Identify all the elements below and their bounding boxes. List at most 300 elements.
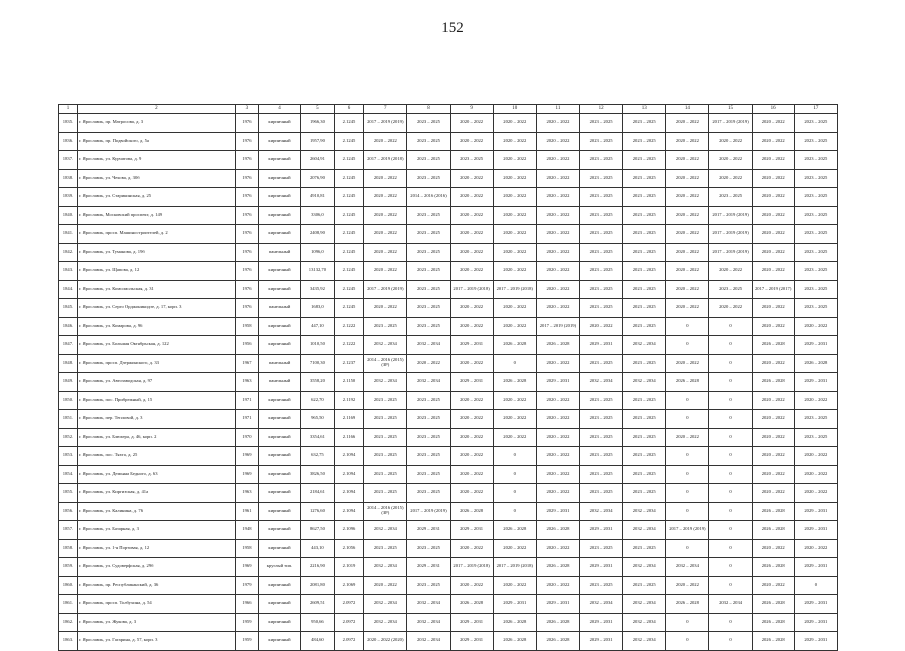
table-cell: 443,10 (301, 539, 335, 558)
table-cell: 2032 – 2034 (580, 502, 623, 521)
table-cell: 2023 – 2025 (794, 132, 837, 151)
table-cell: 2.1245 (334, 206, 363, 225)
table-cell: 2017 – 2019 (2018) (493, 558, 536, 577)
table-cell: 2032 – 2034 (580, 595, 623, 614)
table-row (59, 225, 838, 244)
row-number-cell: 1845. (59, 299, 78, 318)
table-cell: 0 (709, 521, 752, 540)
table-cell: 2017 – 2019 (2017) (752, 280, 794, 299)
table-cell: 950,66 (301, 613, 335, 632)
table-cell: 2026 – 2028 (450, 595, 493, 614)
table-cell: 2029 – 2031 (536, 373, 579, 392)
table-cell: 2023 – 2025 (794, 428, 837, 447)
table-cell: 2023 – 2025 (450, 151, 493, 170)
table-row (59, 576, 838, 595)
address-cell: г. Ярославль, ул. Базарная, д. 3 (77, 521, 235, 540)
table-row (59, 391, 838, 410)
table-cell: 2029 – 2031 (450, 373, 493, 392)
table-cell: 2.0972 (334, 632, 363, 651)
address-cell: г. Ярославль, Московский проспект, д. 149 (77, 206, 235, 225)
table-cell: 2020 – 2022 (794, 465, 837, 484)
table-cell: 2020 – 2022 (536, 243, 579, 262)
column-number-cell: 14 (666, 105, 709, 114)
table-cell: 1958 (235, 539, 258, 558)
table-cell: 2032 – 2034 (623, 595, 666, 614)
table-cell: 2023 – 2025 (407, 114, 450, 133)
table-cell: 2023 – 2025 (364, 428, 407, 447)
table-body (59, 105, 838, 651)
table-cell: 2020 – 2022 (666, 132, 709, 151)
table-cell: 2029 – 2031 (580, 632, 623, 651)
table-cell: 1971 (235, 410, 258, 429)
table-cell: 2020 – 2022 (536, 206, 579, 225)
table-cell: 2032 – 2034 (623, 613, 666, 632)
table-cell: кирпичный (258, 539, 300, 558)
table-cell: 2020 – 2022 (364, 206, 407, 225)
table-cell: 1976 (235, 280, 258, 299)
table-cell: 1948 (235, 521, 258, 540)
table-cell: 2023 – 2025 (709, 188, 752, 207)
table-cell: 2023 – 2025 (407, 262, 450, 281)
table-cell: 0 (666, 502, 709, 521)
table-cell: 2023 – 2025 (623, 114, 666, 133)
table-cell: 2023 – 2025 (580, 243, 623, 262)
row-number-cell: 1862. (59, 613, 78, 632)
table-row (59, 632, 838, 651)
table-cell: 2029 – 2031 (407, 558, 450, 577)
table-cell: 2081,80 (301, 576, 335, 595)
table-cell: 2023 – 2025 (364, 484, 407, 503)
table-cell: 2029 – 2031 (794, 595, 837, 614)
table-cell: 484,60 (301, 632, 335, 651)
table-cell: 2020 – 2022 (536, 188, 579, 207)
row-number-cell: 1844. (59, 280, 78, 299)
address-cell: г. Ярославль, ул. Судоверфская, д. 29б (77, 558, 235, 577)
table-cell: 2.1245 (334, 169, 363, 188)
table-cell: 1956 (235, 336, 258, 355)
table-cell: 2017 – 2019 (2018) (493, 280, 536, 299)
table-cell: 2023 – 2025 (623, 280, 666, 299)
address-cell: г. Ярославль, просп. Машиностроителей, д. 2 (77, 225, 235, 244)
table-cell: 2020 – 2022 (493, 317, 536, 336)
table-cell: 2020 – 2022 (493, 299, 536, 318)
column-number-cell: 4 (258, 105, 300, 114)
table-cell: 2.1096 (334, 521, 363, 540)
table-cell: 2023 – 2025 (407, 151, 450, 170)
table-cell: кирпичный (258, 132, 300, 151)
table-cell: 2023 – 2025 (623, 484, 666, 503)
table-cell: 2020 – 2022 (536, 354, 579, 373)
table-cell: 1976 (235, 169, 258, 188)
table-cell: 2020 – 2022 (752, 484, 794, 503)
address-cell: г. Ярославль, ул. Демьяна Бедного, д. 63 (77, 465, 235, 484)
table-cell: кирпичный (258, 114, 300, 133)
table-cell: 3435,92 (301, 280, 335, 299)
table-cell: 7100,30 (301, 354, 335, 373)
table-cell: 2023 – 2025 (407, 132, 450, 151)
table-cell: 2020 – 2022 (666, 188, 709, 207)
table-cell: 1969 (235, 465, 258, 484)
table-cell: 2020 – 2022 (450, 447, 493, 466)
table-row (59, 262, 838, 281)
table-row (59, 428, 838, 447)
table-cell: 2029 – 2031 (794, 613, 837, 632)
table-cell: 2020 – 2022 (364, 576, 407, 595)
table-cell: 2023 – 2025 (580, 262, 623, 281)
table-row (59, 169, 838, 188)
table-cell: 2.1245 (334, 114, 363, 133)
table-cell: 2023 – 2025 (580, 151, 623, 170)
table-cell: 2020 – 2022 (450, 262, 493, 281)
table-cell: 2020 – 2022 (666, 243, 709, 262)
table-cell: кирпичный (258, 206, 300, 225)
table-cell: 2026 – 2028 (493, 373, 536, 392)
table-cell: 2026 – 2028 (752, 336, 794, 355)
address-cell: г. Ярославль, пос. Тяхта, д. 25 (77, 447, 235, 466)
table-cell: 965,50 (301, 410, 335, 429)
table-cell: 2020 – 2022 (752, 188, 794, 207)
table-cell: 2216,90 (301, 558, 335, 577)
row-number-cell: 1850. (59, 391, 78, 410)
table-cell: 2023 – 2025 (580, 576, 623, 595)
table-cell: панельный (258, 373, 300, 392)
table-cell: 2023 – 2025 (623, 354, 666, 373)
table-cell: 2029 – 2031 (794, 558, 837, 577)
table-cell: кирпичный (258, 613, 300, 632)
table-cell: 2020 – 2022 (493, 169, 536, 188)
table-cell: 2026 – 2028 (752, 558, 794, 577)
table-cell: 2029 – 2031 (794, 502, 837, 521)
table-cell: 1967 (235, 354, 258, 373)
table-cell: 2029 – 2031 (450, 613, 493, 632)
table-cell: 2026 – 2028 (752, 613, 794, 632)
table-cell: 1958 (235, 317, 258, 336)
table-row (59, 299, 838, 318)
table-cell: 1959 (235, 613, 258, 632)
table-cell: 2026 – 2028 (493, 336, 536, 355)
table-cell: 2020 – 2022 (666, 225, 709, 244)
table-cell: 1976 (235, 225, 258, 244)
table-cell: 2029 – 2031 (794, 632, 837, 651)
table-cell: 2020 – 2022 (536, 262, 579, 281)
table-cell: 2032 – 2034 (623, 373, 666, 392)
table-cell: 2023 – 2025 (580, 114, 623, 133)
table-cell: 2020 – 2022 (794, 391, 837, 410)
table-cell: кирпичный (258, 632, 300, 651)
table-cell: 2029 – 2031 (580, 558, 623, 577)
table-cell: 0 (794, 576, 837, 595)
table-cell: 2026 – 2028 (493, 632, 536, 651)
table-cell: 2017 – 2019 (2019) (709, 206, 752, 225)
table-cell: 2023 – 2025 (580, 391, 623, 410)
row-number-cell: 1839. (59, 188, 78, 207)
table-cell: 0 (666, 336, 709, 355)
column-number-cell: 3 (235, 105, 258, 114)
table-cell: 2020 – 2022 (493, 262, 536, 281)
table-cell: 2.1056 (334, 539, 363, 558)
table-cell: 3354,61 (301, 428, 335, 447)
table-cell: 1966,30 (301, 114, 335, 133)
table-cell: 2026 – 2028 (536, 613, 579, 632)
column-number-cell: 6 (334, 105, 363, 114)
table-cell: 2020 – 2022 (752, 465, 794, 484)
table-cell: 2020 – 2022 (450, 484, 493, 503)
table-cell: 1959 (235, 632, 258, 651)
table-cell: 2017 – 2019 (2018) (450, 280, 493, 299)
table-cell: 2023 – 2025 (364, 539, 407, 558)
table-cell: 2023 – 2025 (623, 447, 666, 466)
table-cell: 2032 – 2034 (407, 613, 450, 632)
table-cell: кирпичный (258, 484, 300, 503)
table-cell: 0 (709, 428, 752, 447)
table-cell: 0 (666, 465, 709, 484)
table-cell: 2032 – 2034 (709, 595, 752, 614)
table-cell: 2020 – 2022 (752, 428, 794, 447)
table-cell: 2020 – 2022 (536, 299, 579, 318)
table-cell: 2020 – 2022 (450, 114, 493, 133)
table-cell: 2020 – 2022 (493, 539, 536, 558)
table-cell: 2023 – 2025 (623, 299, 666, 318)
row-number-cell: 1859. (59, 558, 78, 577)
table-cell: 2023 – 2025 (407, 410, 450, 429)
row-number-cell: 1852. (59, 428, 78, 447)
table-cell: 2020 – 2022 (666, 280, 709, 299)
row-number-cell: 1838. (59, 169, 78, 188)
column-number-cell: 17 (794, 105, 837, 114)
table-cell: 2609,51 (301, 595, 335, 614)
table-cell: 2029 – 2031 (407, 521, 450, 540)
table-cell: 2026 – 2028 (752, 595, 794, 614)
row-number-cell: 1842. (59, 243, 78, 262)
address-cell: г. Ярославль, просп. Толбухина, д. 54 (77, 595, 235, 614)
table-cell: 1976 (235, 299, 258, 318)
table-cell: 2023 – 2025 (580, 206, 623, 225)
table-cell: 2020 – 2022 (493, 225, 536, 244)
table-cell: 2023 – 2025 (623, 576, 666, 595)
address-cell: г. Ярославль, ул. 1-я Портовая, д. 12 (77, 539, 235, 558)
table-cell: 2023 – 2025 (794, 262, 837, 281)
row-number-cell: 1858. (59, 539, 78, 558)
table-row (59, 410, 838, 429)
table-cell: 2.1222 (334, 336, 363, 355)
table-cell: 2023 – 2025 (794, 410, 837, 429)
table-cell: 2026 – 2028 (493, 613, 536, 632)
table-cell: 2026 – 2028 (536, 521, 579, 540)
table-cell: кирпичный (258, 595, 300, 614)
table-cell: 0 (493, 502, 536, 521)
table-cell: 1957,90 (301, 132, 335, 151)
table-cell: 2029 – 2031 (536, 595, 579, 614)
address-cell: г. Ярославль, ул. Калинина, д. 76 (77, 502, 235, 521)
table-cell: 2023 – 2025 (794, 151, 837, 170)
table-cell: 2.1192 (334, 391, 363, 410)
table-cell: 3306,0 (301, 206, 335, 225)
table-cell: кирпичный (258, 336, 300, 355)
table-cell: 2023 – 2025 (623, 262, 666, 281)
table-row (59, 336, 838, 355)
table-cell: 2.1222 (334, 317, 363, 336)
table-cell: 0 (709, 502, 752, 521)
table-cell: 2020 – 2022 (709, 169, 752, 188)
table-cell: 2029 – 2031 (580, 336, 623, 355)
table-row (59, 280, 838, 299)
table-cell: 2020 – 2022 (493, 132, 536, 151)
row-number-cell: 1851. (59, 410, 78, 429)
address-cell: г. Ярославль, ул. Комарова, д. 96 (77, 317, 235, 336)
table-cell: 2026 – 2028 (752, 632, 794, 651)
table-cell: 2023 – 2025 (794, 280, 837, 299)
table-cell: 2020 – 2022 (493, 188, 536, 207)
table-cell: кирпичный (258, 262, 300, 281)
row-number-cell: 1854. (59, 465, 78, 484)
table-cell: 2023 – 2025 (407, 225, 450, 244)
column-number-cell: 8 (407, 105, 450, 114)
table-cell: 2032 – 2034 (623, 502, 666, 521)
table-row (59, 595, 838, 614)
table-cell: 2029 – 2031 (580, 521, 623, 540)
table-cell: 2020 – 2022 (493, 428, 536, 447)
table-cell: 2020 – 2022 (709, 132, 752, 151)
address-cell: г. Ярославль, ул. Жукова, д. 3 (77, 613, 235, 632)
column-number-cell: 2 (77, 105, 235, 114)
table-cell: 2029 – 2031 (580, 613, 623, 632)
table-cell: 2023 – 2025 (623, 169, 666, 188)
table-cell: 2023 – 2025 (794, 206, 837, 225)
table-cell: 2020 – 2022 (794, 447, 837, 466)
table-cell: 2023 – 2025 (794, 188, 837, 207)
table-cell: 2020 – 2022 (493, 243, 536, 262)
table-cell: 2023 – 2025 (623, 132, 666, 151)
table-cell: 2026 – 2028 (536, 336, 579, 355)
table-cell: круглый тип. (258, 558, 300, 577)
column-number-cell: 13 (623, 105, 666, 114)
table-cell: 2032 – 2034 (364, 595, 407, 614)
address-cell: г. Ярославль, ул. Щапова, д. 12 (77, 262, 235, 281)
table-cell: 2023 – 2025 (364, 317, 407, 336)
table-cell: 2023 – 2025 (623, 391, 666, 410)
table-cell: 2020 – 2022 (752, 410, 794, 429)
table-cell: 632,75 (301, 447, 335, 466)
table-cell: 0 (666, 391, 709, 410)
table-cell: 2.1166 (334, 428, 363, 447)
table-cell: 2020 – 2022 (450, 206, 493, 225)
table-cell: кирпичный (258, 465, 300, 484)
table-cell: 2023 – 2025 (407, 576, 450, 595)
table-cell: 0 (709, 484, 752, 503)
table-cell: 2026 – 2028 (752, 502, 794, 521)
table-cell: 2.1094 (334, 465, 363, 484)
table-cell: кирпичный (258, 447, 300, 466)
table-cell: 1976 (235, 206, 258, 225)
table-cell: кирпичный (258, 502, 300, 521)
table-cell: 2032 – 2034 (623, 336, 666, 355)
table-cell: 2076,90 (301, 169, 335, 188)
address-cell: г. Ярославль, пр. Республиканский, д. 36 (77, 576, 235, 595)
table-cell: 2023 – 2025 (580, 225, 623, 244)
table-cell: 2023 – 2025 (580, 410, 623, 429)
row-number-cell: 1853. (59, 447, 78, 466)
table-cell: 2032 – 2034 (623, 632, 666, 651)
table-cell: 2020 – 2022 (407, 354, 450, 373)
table-cell: 0 (493, 465, 536, 484)
table-cell: 2020 – 2022 (450, 410, 493, 429)
address-cell: г. Ярославль, ул. Комсомольская, д. 31 (77, 280, 235, 299)
table-row (59, 613, 838, 632)
table-cell: 2020 – 2022 (493, 114, 536, 133)
table-cell: 2023 – 2025 (407, 206, 450, 225)
table-cell: 2032 – 2034 (407, 336, 450, 355)
table-cell: 2020 – 2022 (364, 243, 407, 262)
table-cell: 1969 (235, 447, 258, 466)
table-cell: 2023 – 2025 (623, 428, 666, 447)
table-cell: кирпичный (258, 151, 300, 170)
table-cell: кирпичный (258, 188, 300, 207)
table-cell: 2020 – 2022 (709, 299, 752, 318)
table-cell: 0 (666, 484, 709, 503)
table-cell: 0 (709, 354, 752, 373)
table-cell: 2026 – 2028 (536, 632, 579, 651)
table-cell: 2020 – 2022 (794, 317, 837, 336)
table-cell: 2020 – 2022 (450, 465, 493, 484)
table-cell: 2020 – 2022 (536, 428, 579, 447)
table-cell: 2.1245 (334, 299, 363, 318)
table-cell: 2032 – 2034 (666, 558, 709, 577)
table-cell: 2029 – 2031 (450, 521, 493, 540)
table-cell: 0 (493, 484, 536, 503)
table-cell: 2023 – 2025 (623, 539, 666, 558)
column-number-cell: 9 (450, 105, 493, 114)
table-cell: 2023 – 2025 (580, 484, 623, 503)
table-cell: панельный (258, 243, 300, 262)
column-number-cell: 12 (580, 105, 623, 114)
table-cell: 2023 – 2025 (580, 465, 623, 484)
table-cell: 2032 – 2034 (407, 595, 450, 614)
table-cell: 3826,50 (301, 465, 335, 484)
row-number-cell: 1847. (59, 336, 78, 355)
table-row (59, 132, 838, 151)
table-cell: 2020 – 2022 (450, 225, 493, 244)
table-cell: 2020 – 2022 (666, 299, 709, 318)
table-cell: 2017 – 2019 (2018) (364, 151, 407, 170)
table-cell: 2023 – 2025 (580, 188, 623, 207)
column-number-cell: 11 (536, 105, 579, 114)
table-cell: 2020 – 2022 (493, 206, 536, 225)
table-row (59, 558, 838, 577)
table-cell: 2026 – 2028 (752, 521, 794, 540)
table-cell: 2020 – 2022 (450, 132, 493, 151)
table-cell: 2020 – 2022 (536, 465, 579, 484)
table-cell: 2020 – 2022 (666, 169, 709, 188)
table-cell: 2026 – 2028 (666, 595, 709, 614)
table-cell: 2.1069 (334, 576, 363, 595)
table-cell: 2020 – 2022 (364, 262, 407, 281)
table-cell: 2026 – 2028 (493, 521, 536, 540)
table-cell: 2020 – 2022 (752, 132, 794, 151)
table-cell: 2017 – 2019 (2019) (364, 280, 407, 299)
column-number-header-row (59, 105, 838, 114)
table-row (59, 447, 838, 466)
address-cell: г. Ярославль, ул. Курчатова, д. 9 (77, 151, 235, 170)
table-cell: 2020 – 2022 (752, 447, 794, 466)
table-cell: 2029 – 2031 (450, 632, 493, 651)
table-cell: 2032 – 2034 (623, 521, 666, 540)
table-cell: 2017 – 2019 (2019) (709, 114, 752, 133)
table-cell: 2023 – 2025 (407, 317, 450, 336)
table-cell: 2.1245 (334, 225, 363, 244)
table-cell: 2020 – 2022 (536, 132, 579, 151)
address-cell: г. Ярославль, пос. Прибрежный, д. 15 (77, 391, 235, 410)
table-cell: 2020 – 2022 (364, 188, 407, 207)
